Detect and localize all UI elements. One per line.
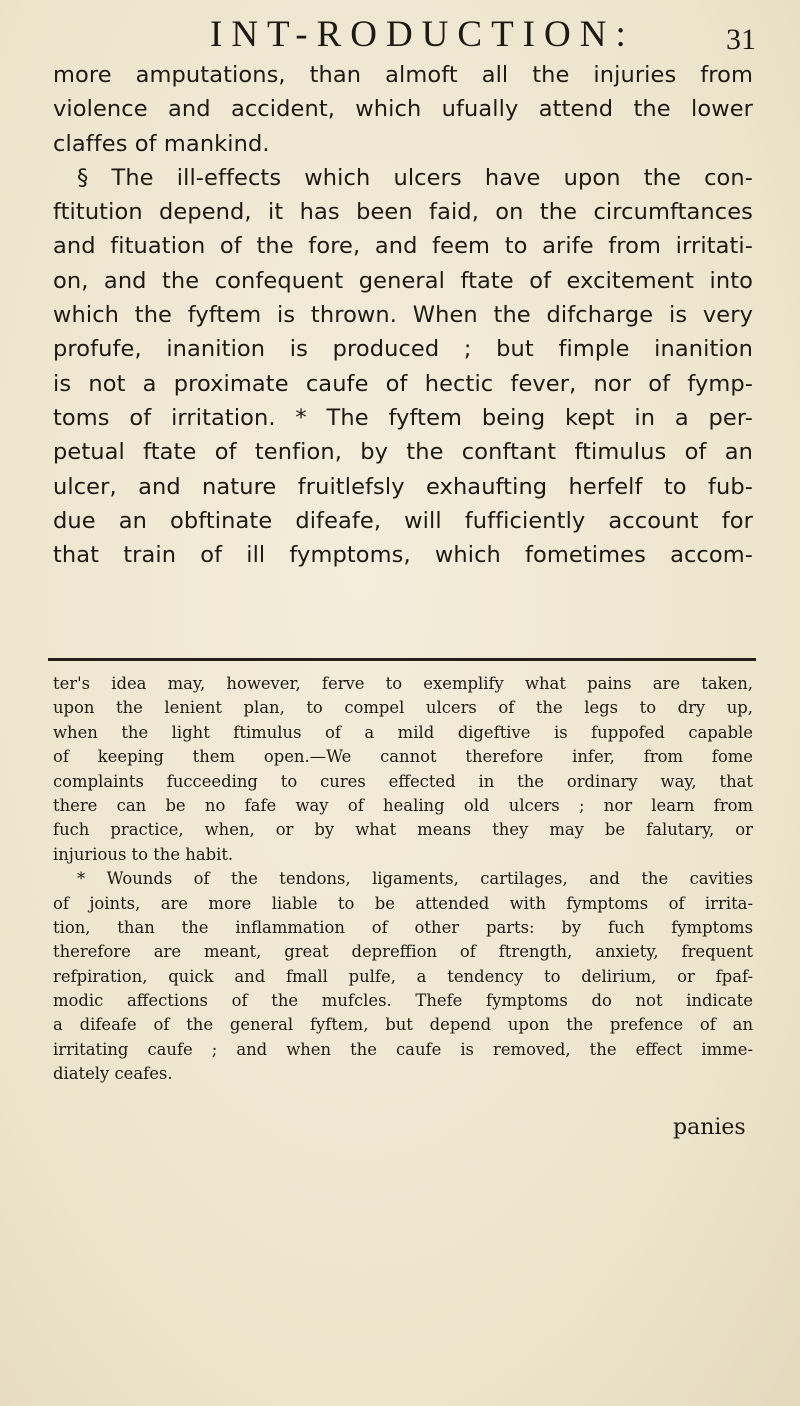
page-number: 31 [726,23,756,56]
text-line: more amputations, than almoft all the injuries from [53,62,753,88]
footnotes [53,672,753,1087]
text-line: that train of ill fymptoms, which fometimes accom- [53,542,753,569]
footnote-line: ter's idea may, however, ferve to exemplify what pains are taken, [53,674,753,693]
footnote-line: of joints, are more liable to be attended with fymptoms of irrita- [53,893,753,913]
catchword: panies [673,1115,746,1140]
text-line: on, and the confequent general ftate of excitement into [53,267,753,294]
footnote-line: when the light ftimulus of a mild digeftive is fuppofed capable [53,722,753,742]
text-line: which the fyftem is thrown. When the difcharge is very [53,302,753,329]
text-line: is not a proximate caufe of hectic fever, nor of fymp- [53,370,753,397]
main-text [53,58,753,572]
text-line: ftitution depend, it has been faid, on the circumftances [53,199,753,226]
text-line: and fituation of the fore, and feem to arife from irritati- [53,233,753,260]
running-title: INT-RODUCTION: [210,14,635,55]
text-line: ulcer, and nature fruitlefsly exhaufting herfelf to fub- [53,473,753,500]
footnote-line: irritating caufe ; and when the caufe is removed, the effect imme- [53,1039,753,1059]
footnote-line: refpiration, quick and fmall pulfe, a tendency to delirium, or fpaf- [53,966,753,986]
text-line: petual ftate of tenfion, by the conftant ftimulus of an [53,439,753,466]
footnote-line: complaints fucceeding to cures effected in the ordinary way, that [53,771,753,791]
footnote-line: modic affections of the mufcles. Thefe fymptoms do not indicate [53,991,753,1011]
footnote-line: a difeafe of the general fyftem, but depend upon the prefence of an [53,1015,753,1035]
text-line: § The ill-effects which ulcers have upon the con- [77,164,753,191]
text-line: due an obftinate difeafe, will fufficiently account for [53,507,753,534]
footnote-line: injurious to the habit. [53,844,234,864]
text-line: profufe, inanition is produced ; but fimple inanition [53,336,753,363]
footnote-line: there can be no fafe way of healing old ulcers ; nor learn from [53,795,753,815]
footnote-rule [48,658,756,661]
text-line: claffes of mankind. [53,130,270,157]
footnote-line: fuch practice, when, or by what means they may be falutary, or [53,820,753,840]
text-line: violence and accident, which ufually attend the lower [53,96,753,123]
footnote-line: upon the lenient plan, to compel ulcers of the legs to dry up, [53,698,753,718]
footnote-line: diately ceafes. [53,1064,173,1084]
text-line: toms of irritation. * The fyftem being kept in a per- [53,404,753,431]
footnote-line: of keeping them open.—We cannot therefore infer, from fome [53,747,753,767]
footnote-line: tion, than the inflammation of other parts: by fuch fymptoms [53,917,753,937]
footnote-line: * Wounds of the tendons, ligaments, cartilages, and the cavities [77,869,753,889]
footnote-line: therefore are meant, great depreffion of ftrength, anxiety, frequent [53,942,753,962]
